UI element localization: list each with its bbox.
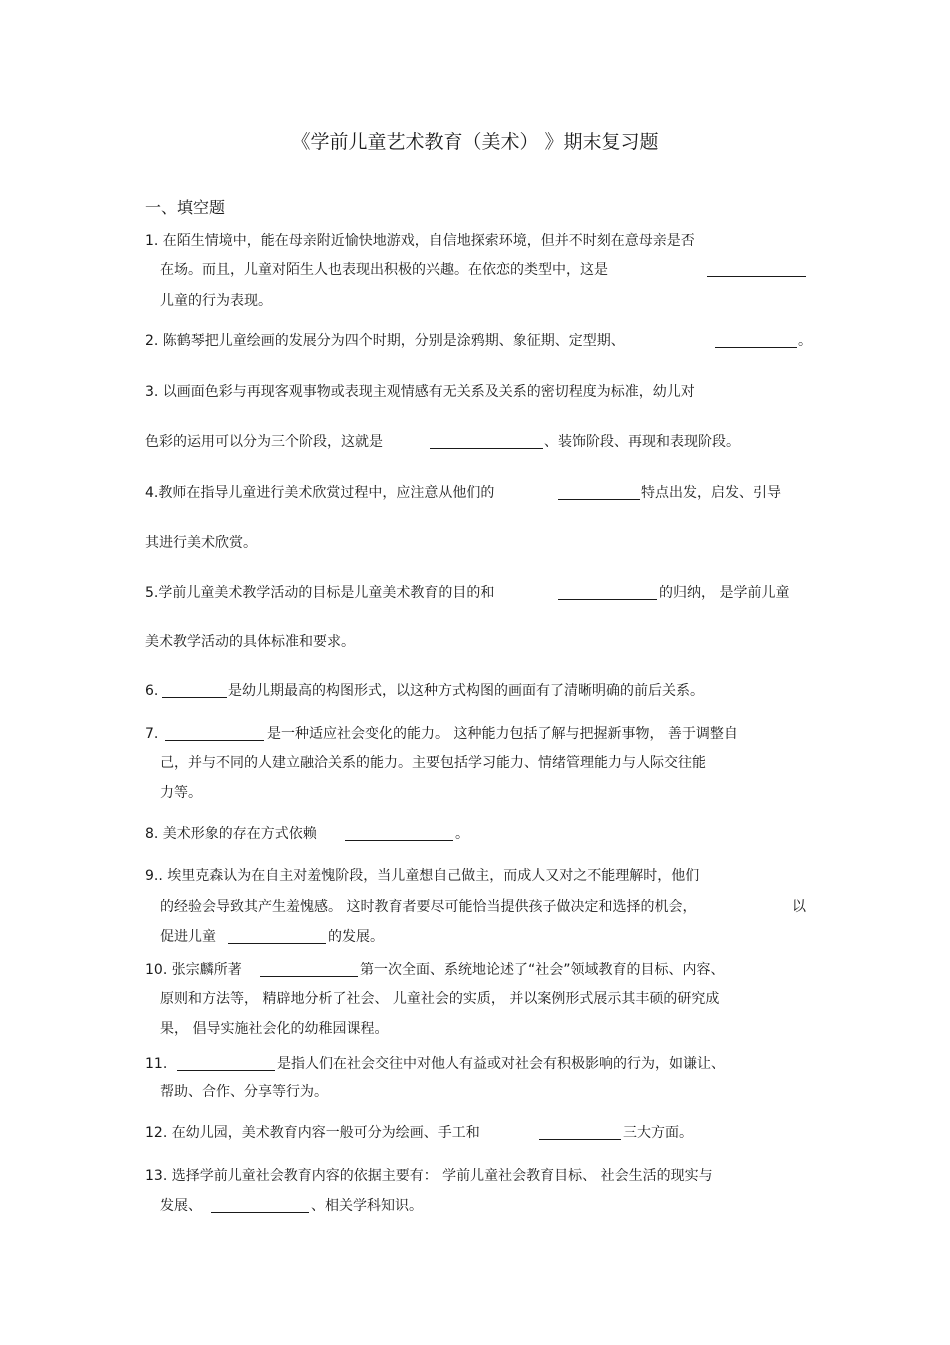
answer-blank — [345, 840, 453, 841]
question-9-line-2: 的经验会导致其产生羞愧感。 这时教育者要尽可能恰当提供孩子做决定和选择的机会， — [160, 899, 697, 915]
question-9-line-3-end: 的发展。 — [328, 929, 384, 945]
question-13-line-2: 发展、 — [160, 1198, 202, 1214]
question-7-number: 7. — [145, 726, 159, 742]
answer-blank — [558, 499, 640, 500]
question-1-line-1: 1. 在陌生情境中，能在母亲附近愉快地游戏，自信地探索环境，但并不时刻在意母亲是否 — [145, 233, 695, 249]
question-4-line-2: 其进行美术欣赏。 — [145, 535, 257, 551]
answer-blank — [177, 1070, 275, 1071]
question-9-line-3: 促进儿童 — [160, 929, 216, 945]
question-8-end: 。 — [455, 826, 469, 842]
question-10-line-1-end: 第一次全面、系统地论述了“社会”领域教育的目标、内容、 — [360, 962, 725, 978]
question-6-number: 6. — [145, 683, 159, 699]
section-heading: 一、填空题 — [145, 198, 226, 217]
question-9-line-2-end: 以 — [792, 899, 806, 915]
question-7-line-2: 己，并与不同的人建立融洽关系的能力。主要包括学习能力、情绪管理能力与人际交往能 — [160, 755, 706, 771]
question-8-line-1: 8. 美术形象的存在方式依赖 — [145, 826, 317, 842]
question-4-line-1-end: 特点出发，启发、引导 — [641, 485, 781, 501]
question-4-line-1: 4.教师在指导儿童进行美术欣赏过程中，应注意从他们的 — [145, 485, 495, 501]
question-13-line-2-end: 、相关学科知识。 — [311, 1198, 423, 1214]
question-2-line-1: 2. 陈鹤琴把儿童绘画的发展分为四个时期，分别是涂鸦期、象征期、定型期、 — [145, 333, 625, 349]
page-title: 《学前儿童艺术教育（美术） 》期末复习题 — [291, 131, 659, 153]
question-7-line-3: 力等。 — [160, 785, 202, 801]
question-6-line-1-end: 是幼儿期最高的构图形式，以这种方式构图的画面有了清晰明确的前后关系。 — [228, 683, 704, 699]
question-5-line-1: 5.学前儿童美术教学活动的目标是儿童美术教育的目的和 — [145, 585, 495, 601]
answer-blank — [430, 448, 543, 449]
question-11-line-1-end: 是指人们在社会交往中对他人有益或对社会有积极影响的行为，如谦让、 — [277, 1056, 725, 1072]
question-1-line-3: 儿童的行为表现。 — [160, 293, 272, 309]
question-7-line-1-end: 是一种适应社会变化的能力。 这种能力包括了解与把握新事物， 善于调整自 — [267, 726, 738, 742]
question-12-line-1: 12. 在幼儿园，美术教育内容一般可分为绘画、手工和 — [145, 1125, 480, 1141]
answer-blank — [211, 1212, 309, 1213]
question-5-line-2: 美术教学活动的具体标准和要求。 — [145, 634, 355, 650]
question-10-line-2: 原则和方法等， 精辟地分析了社会、 儿童社会的实质， 并以案例形式展示其丰硕的研究成 — [160, 991, 720, 1007]
answer-blank — [539, 1139, 621, 1140]
question-9-line-1: 9.. 埃里克森认为在自主对羞愧阶段，当儿童想自己做主，而成人又对之不能理解时，他们 — [145, 868, 700, 884]
question-5-line-1-end: 的归纳， 是学前儿童 — [659, 585, 790, 601]
question-3-line-2: 色彩的运用可以分为三个阶段，这就是 — [145, 434, 383, 450]
question-11-number: 11. — [145, 1056, 168, 1072]
answer-blank — [707, 276, 806, 277]
question-2-end: 。 — [798, 333, 812, 349]
answer-blank — [715, 347, 797, 348]
question-10-line-3: 果， 倡导实施社会化的幼稚园课程。 — [160, 1021, 389, 1037]
question-10-line-1: 10. 张宗麟所著 — [145, 962, 242, 978]
question-3-line-1: 3. 以画面色彩与再现客观事物或表现主观情感有无关系及关系的密切程度为标准，幼儿对 — [145, 384, 695, 400]
question-11-line-2: 帮助、合作、分享等行为。 — [160, 1084, 328, 1100]
answer-blank — [162, 697, 227, 698]
answer-blank — [260, 976, 358, 977]
answer-blank — [165, 740, 264, 741]
question-13-line-1: 13. 选择学前儿童社会教育内容的依据主要有： 学前儿童社会教育目标、 社会生活的现实与 — [145, 1168, 713, 1184]
question-1-line-2: 在场。而且，儿童对陌生人也表现出积极的兴趣。在依恋的类型中，这是 — [160, 262, 608, 278]
answer-blank — [228, 943, 326, 944]
question-12-end: 三大方面。 — [623, 1125, 693, 1141]
question-3-line-2-end: 、装饰阶段、再现和表现阶段。 — [544, 434, 740, 450]
answer-blank — [558, 599, 657, 600]
